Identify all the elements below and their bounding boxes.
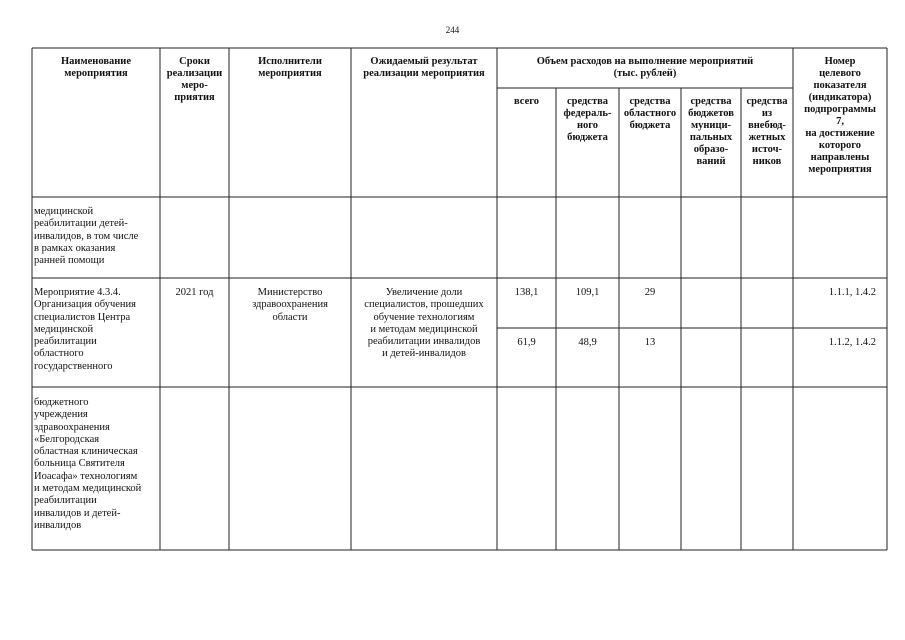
sub1-regional: 29 — [644, 287, 656, 298]
header-federal: средства федераль- ного бюджета — [563, 96, 612, 143]
header-name: Наименование мероприятия — [61, 56, 131, 79]
header-terms: Сроки реализации меро- приятия — [166, 56, 223, 103]
header-expected-result: Ожидаемый результат реализации мероприятия — [363, 56, 485, 79]
measure-term: 2021 год — [175, 287, 214, 298]
header-expenses-group: Объем расходов на выполнение мероприятий (тыс. рублей) — [536, 56, 754, 79]
measure-name: Мероприятие 4.3.4. Организация обучения специалистов Центра медицинской реабилитации областного государственного — [34, 287, 136, 372]
page-number: 244 — [445, 25, 460, 35]
sub2-indicator: 1.1.2, 1.4.2 — [828, 337, 876, 348]
measure-result: Увеличение доли специалистов, прошедших обучение технологиям и методам медицинской реабилитации инвалидов и детей-инвалидов — [364, 287, 484, 360]
last-name: бюджетного учреждения здравоохранения «Белгородская областная клиническая больница Святителя Иоасафа» технологиям и методам медицинской реабилитации инвалидов и детей- инвалидов — [34, 397, 142, 531]
header-indicator: Номер целевого показателя (индикатора) подпрограммы 7, на достижение которого направлены мероприятия — [804, 56, 876, 175]
measure-executor: Министерство здравоохранения области — [252, 287, 328, 323]
sub1-federal: 109,1 — [575, 287, 600, 298]
header-extrabudget: средства из внебюд- жетных источ- ников — [746, 96, 788, 167]
sub2-federal: 48,9 — [578, 337, 597, 348]
header-regional: средства областного бюджета — [623, 96, 677, 131]
sub1-indicator: 1.1.1, 1.4.2 — [828, 287, 876, 298]
sub2-total: 61,9 — [517, 337, 536, 348]
sub1-total: 138,1 — [514, 287, 539, 298]
header-municipal: средства бюджетов муници- пальных образо- ваний — [688, 96, 734, 167]
header-total: всего — [513, 96, 539, 107]
header-executors: Исполнители мероприятия — [258, 56, 322, 79]
continuation-text: медицинской реабилитации детей- инвалидов, в том числе в рамках оказания ранней помощи — [34, 206, 139, 267]
sub2-regional: 13 — [644, 337, 656, 348]
